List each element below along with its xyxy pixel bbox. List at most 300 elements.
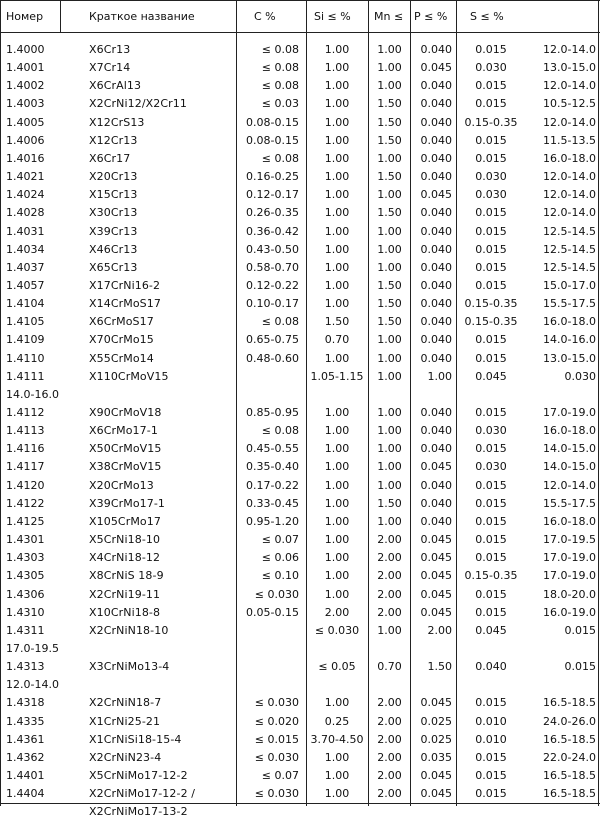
cell-name: X2CrNi12/X2Cr11 xyxy=(89,97,187,111)
cell-number: 1.4122 xyxy=(6,496,45,510)
cell-name: X2CrNiMo17-13-2 xyxy=(89,805,188,819)
cell-silicon: 1.00 xyxy=(324,351,350,365)
cell-carbon: ≤ 0.015 xyxy=(254,732,299,746)
table-row xyxy=(0,657,600,675)
cell-sulfur: 0.015 xyxy=(475,750,507,764)
cell-number: 1.4021 xyxy=(6,170,45,184)
cell-chromium: 12.0-14.0 xyxy=(543,115,596,129)
cell-silicon: 1.00 xyxy=(324,188,350,202)
cell-chromium: 17.0-19.0 xyxy=(543,551,596,565)
cell-carbon: 0.17-0.22 xyxy=(246,478,299,492)
cell-phosphorus: 0.040 xyxy=(420,43,452,56)
table-row xyxy=(0,548,600,566)
cell-name: X12Cr13 xyxy=(89,133,138,147)
cell-number: 1.4305 xyxy=(6,569,45,583)
cell-sulfur: 0.015 xyxy=(475,260,507,274)
table-row xyxy=(0,94,600,112)
cell-carbon: ≤ 0.08 xyxy=(261,424,299,438)
cell-sulfur: 0.010 xyxy=(475,732,507,746)
cell-sulfur: 0.15-0.35 xyxy=(464,297,518,311)
cell-name: X105CrMo17 xyxy=(89,514,161,528)
cell-manganese: 2.00 xyxy=(377,769,402,782)
cell-sulfur: 0.015 xyxy=(475,278,507,292)
cell-silicon: 1.00 xyxy=(324,533,350,547)
cell-sulfur: 0.015 xyxy=(475,333,507,347)
cell-number: 1.4109 xyxy=(6,333,45,347)
cell-sulfur: 0.015 xyxy=(475,787,507,801)
table-row xyxy=(0,367,600,385)
cell-number: 1.4111 xyxy=(6,369,45,383)
cell-number: 1.4362 xyxy=(6,750,45,764)
cell-silicon: 1.00 xyxy=(324,133,350,147)
table-row xyxy=(0,512,600,530)
cell-carbon: ≤ 0.06 xyxy=(261,551,299,565)
cell-chromium: 13.0-15.0 xyxy=(543,61,596,75)
cell-carbon: ≤ 0.03 xyxy=(261,97,299,111)
header-number: Номер xyxy=(6,10,44,23)
cell-chromium: 16.0-19.0 xyxy=(543,605,596,619)
cell-phosphorus: 0.040 xyxy=(420,151,452,165)
table-row xyxy=(0,784,600,802)
cell-silicon: ≤ 0.05 xyxy=(318,660,356,674)
cell-number: 17.0-19.5 xyxy=(6,641,59,655)
cell-name: X6Cr17 xyxy=(89,151,131,165)
cell-manganese: 2.00 xyxy=(377,551,402,565)
cell-name: X90CrMoV18 xyxy=(89,406,162,419)
cell-chromium: 0.030 xyxy=(564,369,596,383)
cell-name: X50CrMoV15 xyxy=(89,442,162,456)
cell-sulfur: 0.015 xyxy=(475,151,507,165)
cell-manganese: 1.50 xyxy=(377,496,402,510)
cell-chromium: 16.0-18.0 xyxy=(543,151,596,165)
cell-silicon: 1.00 xyxy=(324,569,350,583)
cell-sulfur: 0.015 xyxy=(475,478,507,492)
cell-name: X14CrMoS17 xyxy=(89,297,161,311)
cell-carbon: 0.26-0.35 xyxy=(246,206,299,220)
cell-phosphorus: 0.040 xyxy=(420,206,452,220)
cell-sulfur: 0.15-0.35 xyxy=(464,569,518,583)
cell-phosphorus: 0.040 xyxy=(420,297,452,311)
cell-number: 1.4024 xyxy=(6,188,45,202)
cell-phosphorus: 0.040 xyxy=(420,442,452,456)
table-row xyxy=(0,457,600,475)
cell-silicon: 2.00 xyxy=(324,605,350,619)
cell-name: X6CrMo17-1 xyxy=(89,424,158,438)
cell-manganese: 1.00 xyxy=(377,442,402,456)
table-row xyxy=(0,385,600,403)
cell-number: 1.4306 xyxy=(6,587,45,601)
cell-number: 1.4006 xyxy=(6,133,45,147)
cell-carbon: 0.12-0.17 xyxy=(246,188,299,202)
cell-number: 1.4117 xyxy=(6,460,45,474)
cell-chromium: 16.0-18.0 xyxy=(543,514,596,528)
cell-number: 1.4104 xyxy=(6,297,45,311)
cell-phosphorus: 0.040 xyxy=(420,424,452,438)
cell-number: 1.4318 xyxy=(6,696,45,710)
cell-number: 1.4301 xyxy=(6,533,45,547)
cell-phosphorus: 0.040 xyxy=(420,224,452,238)
cell-phosphorus: 0.040 xyxy=(420,170,452,184)
cell-chromium: 16.5-18.5 xyxy=(543,732,596,746)
cell-number: 1.4116 xyxy=(6,442,45,456)
cell-manganese: 2.00 xyxy=(377,569,402,583)
cell-silicon: 1.00 xyxy=(324,514,350,528)
header-short-name: Краткое название xyxy=(89,10,195,23)
table-row xyxy=(0,585,600,603)
cell-chromium: 12.5-14.5 xyxy=(543,242,596,256)
cell-manganese: 1.00 xyxy=(377,460,402,474)
cell-phosphorus: 0.040 xyxy=(420,278,452,292)
cell-carbon: ≤ 0.08 xyxy=(261,315,299,329)
cell-phosphorus: 0.040 xyxy=(420,260,452,274)
cell-phosphorus: 2.00 xyxy=(427,623,452,637)
cell-name: X20CrMo13 xyxy=(89,478,154,492)
cell-carbon: ≤ 0.07 xyxy=(261,533,299,547)
cell-sulfur: 0.015 xyxy=(475,351,507,365)
cell-number: 1.4303 xyxy=(6,551,45,565)
cell-carbon: ≤ 0.030 xyxy=(254,587,299,601)
cell-number: 1.4361 xyxy=(6,732,45,746)
cell-sulfur: 0.030 xyxy=(475,460,507,474)
cell-chromium: 12.0-14.0 xyxy=(543,170,596,184)
cell-chromium: 14.0-15.0 xyxy=(543,442,596,456)
cell-carbon: 0.65-0.75 xyxy=(246,333,299,347)
cell-silicon: 1.00 xyxy=(324,551,350,565)
cell-manganese: 1.00 xyxy=(377,61,402,75)
table-row xyxy=(0,113,600,131)
cell-name: X1CrNiSi18-15-4 xyxy=(89,732,182,746)
cell-number: 1.4120 xyxy=(6,478,45,492)
cell-number: 1.4028 xyxy=(6,206,45,220)
cell-sulfur: 0.015 xyxy=(475,406,507,419)
cell-silicon: 1.00 xyxy=(324,787,350,801)
cell-number: 1.4057 xyxy=(6,278,45,292)
cell-carbon: 0.12-0.22 xyxy=(246,278,299,292)
cell-carbon: 0.36-0.42 xyxy=(246,224,299,238)
cell-chromium: 17.0-19.5 xyxy=(543,533,596,547)
cell-name: X4CrNi18-12 xyxy=(89,551,161,565)
cell-manganese: 1.50 xyxy=(377,133,402,147)
table-row xyxy=(0,802,600,820)
cell-sulfur: 0.015 xyxy=(475,587,507,601)
cell-carbon: 0.16-0.25 xyxy=(246,170,299,184)
table-row xyxy=(0,167,600,185)
cell-number: 1.4113 xyxy=(6,424,45,438)
table-row xyxy=(0,149,600,167)
table-row xyxy=(0,330,600,348)
cell-phosphorus: 0.035 xyxy=(420,750,452,764)
cell-manganese: 1.50 xyxy=(377,206,402,220)
cell-chromium: 12.5-14.5 xyxy=(543,260,596,274)
cell-chromium: 11.5-13.5 xyxy=(543,133,596,147)
cell-manganese: 1.00 xyxy=(377,260,402,274)
cell-chromium: 15.5-17.5 xyxy=(543,496,596,510)
cell-phosphorus: 0.040 xyxy=(420,242,452,256)
cell-chromium: 14.0-15.0 xyxy=(543,460,596,474)
header-bottom-border xyxy=(0,32,600,33)
cell-name: X3CrNiMo13-4 xyxy=(89,660,170,674)
cell-chromium: 18.0-20.0 xyxy=(543,587,596,601)
cell-manganese: 1.00 xyxy=(377,623,402,637)
cell-chromium: 17.0-19.0 xyxy=(543,569,596,583)
cell-sulfur: 0.015 xyxy=(475,442,507,456)
cell-phosphorus: 0.025 xyxy=(420,732,452,746)
cell-carbon: ≤ 0.030 xyxy=(254,787,299,801)
cell-carbon: 0.08-0.15 xyxy=(246,115,299,129)
cell-silicon: 1.00 xyxy=(324,260,350,274)
cell-chromium: 12.0-14.0 xyxy=(543,188,596,202)
cell-manganese: 1.50 xyxy=(377,115,402,129)
cell-chromium: 0.015 xyxy=(564,660,596,674)
cell-phosphorus: 0.045 xyxy=(420,533,452,547)
cell-manganese: 1.00 xyxy=(377,224,402,238)
cell-manganese: 2.00 xyxy=(377,714,402,728)
cell-chromium: 12.0-14.0 xyxy=(543,478,596,492)
table-row xyxy=(0,222,600,240)
table-row xyxy=(0,40,600,58)
cell-name: X46Cr13 xyxy=(89,242,138,256)
cell-manganese: 1.50 xyxy=(377,170,402,184)
cell-silicon: ≤ 0.030 xyxy=(314,623,360,637)
cell-sulfur: 0.015 xyxy=(475,514,507,528)
cell-silicon: 1.00 xyxy=(324,115,350,129)
cell-manganese: 1.00 xyxy=(377,151,402,165)
cell-chromium: 17.0-19.0 xyxy=(543,406,596,419)
cell-phosphorus: 0.045 xyxy=(420,460,452,474)
cell-name: X6CrMoS17 xyxy=(89,315,154,329)
cell-silicon: 1.00 xyxy=(324,206,350,220)
table-top-border xyxy=(0,0,600,1)
cell-carbon: 0.10-0.17 xyxy=(246,297,299,311)
cell-name: X55CrMo14 xyxy=(89,351,154,365)
cell-manganese: 2.00 xyxy=(377,732,402,746)
header-phosphorus: P ≤ % xyxy=(414,10,448,23)
cell-number: 14.0-16.0 xyxy=(6,387,59,401)
cell-manganese: 1.50 xyxy=(377,315,402,329)
cell-manganese: 1.00 xyxy=(377,79,402,93)
cell-manganese: 1.50 xyxy=(377,297,402,311)
cell-silicon: 1.00 xyxy=(324,424,350,438)
cell-phosphorus: 1.00 xyxy=(427,369,452,383)
cell-phosphorus: 0.040 xyxy=(420,79,452,93)
table-row xyxy=(0,294,600,312)
cell-number: 1.4001 xyxy=(6,61,45,75)
cell-carbon: 0.85-0.95 xyxy=(246,406,299,419)
cell-number: 1.4404 xyxy=(6,787,45,801)
cell-manganese: 1.00 xyxy=(377,514,402,528)
column-divider xyxy=(60,0,61,32)
table-row xyxy=(0,530,600,548)
cell-silicon: 1.00 xyxy=(324,61,350,75)
cell-manganese: 2.00 xyxy=(377,533,402,547)
cell-carbon: ≤ 0.08 xyxy=(261,43,299,56)
cell-name: X2CrNiN18-7 xyxy=(89,696,162,710)
cell-phosphorus: 0.025 xyxy=(420,714,452,728)
cell-carbon: ≤ 0.08 xyxy=(261,61,299,75)
table-row xyxy=(0,439,600,457)
cell-number: 1.4125 xyxy=(6,514,45,528)
cell-sulfur: 0.015 xyxy=(475,79,507,93)
cell-silicon: 1.00 xyxy=(324,696,350,710)
cell-sulfur: 0.030 xyxy=(475,170,507,184)
cell-sulfur: 0.040 xyxy=(475,660,507,674)
cell-carbon: ≤ 0.030 xyxy=(254,750,299,764)
cell-phosphorus: 0.040 xyxy=(420,406,452,419)
cell-manganese: 1.00 xyxy=(377,333,402,347)
cell-name: X2CrNi19-11 xyxy=(89,587,161,601)
cell-silicon: 1.00 xyxy=(324,478,350,492)
cell-manganese: 1.00 xyxy=(377,424,402,438)
cell-number: 1.4110 xyxy=(6,351,45,365)
cell-number: 1.4037 xyxy=(6,260,45,274)
cell-sulfur: 0.030 xyxy=(475,61,507,75)
cell-sulfur: 0.15-0.35 xyxy=(464,315,518,329)
cell-manganese: 1.00 xyxy=(377,242,402,256)
cell-sulfur: 0.015 xyxy=(475,43,507,56)
cell-name: X6Cr13 xyxy=(89,43,131,56)
cell-number: 1.4310 xyxy=(6,605,45,619)
header-silicon: Si ≤ % xyxy=(314,10,351,23)
cell-chromium: 10.5-12.5 xyxy=(543,97,596,111)
cell-chromium: 16.5-18.5 xyxy=(543,787,596,801)
cell-chromium: 16.5-18.5 xyxy=(543,769,596,782)
table-row xyxy=(0,693,600,711)
cell-carbon: ≤ 0.08 xyxy=(261,79,299,93)
cell-number: 1.4002 xyxy=(6,79,45,93)
cell-manganese: 1.50 xyxy=(377,278,402,292)
cell-carbon: ≤ 0.07 xyxy=(261,769,299,782)
table-row xyxy=(0,621,600,639)
cell-carbon: ≤ 0.030 xyxy=(254,696,299,710)
cell-chromium: 16.5-18.5 xyxy=(543,696,596,710)
cell-chromium: 15.0-17.0 xyxy=(543,278,596,292)
cell-chromium: 12.5-14.5 xyxy=(543,224,596,238)
cell-phosphorus: 0.045 xyxy=(420,188,452,202)
cell-name: X8CrNiS 18-9 xyxy=(89,569,164,583)
table-row xyxy=(0,276,600,294)
cell-silicon: 1.00 xyxy=(324,43,350,56)
cell-number: 1.4311 xyxy=(6,623,45,637)
table-row xyxy=(0,730,600,748)
cell-silicon: 1.00 xyxy=(324,97,350,111)
table-row xyxy=(0,203,600,221)
cell-name: X7Cr14 xyxy=(89,61,131,75)
cell-name: X12CrS13 xyxy=(89,115,145,129)
cell-sulfur: 0.010 xyxy=(475,714,507,728)
table-row xyxy=(0,603,600,621)
table-row xyxy=(0,76,600,94)
cell-chromium: 13.0-15.0 xyxy=(543,351,596,365)
cell-silicon: 1.00 xyxy=(324,769,350,782)
table-row xyxy=(0,258,600,276)
cell-name: X39Cr13 xyxy=(89,224,138,238)
cell-sulfur: 0.015 xyxy=(475,551,507,565)
cell-name: X20Cr13 xyxy=(89,170,138,184)
cell-sulfur: 0.045 xyxy=(475,369,507,383)
cell-name: X17CrNi16-2 xyxy=(89,278,161,292)
cell-manganese: 1.00 xyxy=(377,369,402,383)
cell-number: 1.4112 xyxy=(6,406,45,419)
cell-silicon: 1.00 xyxy=(324,406,350,419)
cell-chromium: 22.0-24.0 xyxy=(543,750,596,764)
cell-number: 12.0-14.0 xyxy=(6,678,59,692)
cell-name: X2CrNiN18-10 xyxy=(89,623,169,637)
cell-phosphorus: 0.045 xyxy=(420,787,452,801)
cell-carbon: 0.08-0.15 xyxy=(246,133,299,147)
cell-phosphorus: 0.045 xyxy=(420,696,452,710)
cell-manganese: 1.00 xyxy=(377,406,402,419)
cell-number: 1.4003 xyxy=(6,97,45,111)
cell-manganese: 0.70 xyxy=(377,660,402,674)
cell-silicon: 1.50 xyxy=(324,315,350,329)
cell-manganese: 2.00 xyxy=(377,787,402,801)
cell-phosphorus: 0.040 xyxy=(420,315,452,329)
cell-carbon: 0.43-0.50 xyxy=(246,242,299,256)
cell-number: 1.4000 xyxy=(6,43,45,56)
cell-carbon: 0.05-0.15 xyxy=(246,605,299,619)
cell-carbon: 0.95-1.20 xyxy=(246,514,299,528)
cell-chromium: 12.0-14.0 xyxy=(543,43,596,56)
cell-silicon: 1.00 xyxy=(324,278,350,292)
cell-sulfur: 0.015 xyxy=(475,97,507,111)
cell-sulfur: 0.030 xyxy=(475,188,507,202)
cell-number: 1.4031 xyxy=(6,224,45,238)
cell-carbon: ≤ 0.08 xyxy=(261,151,299,165)
table-row xyxy=(0,639,600,657)
cell-silicon: 1.00 xyxy=(324,224,350,238)
cell-chromium: 16.0-18.0 xyxy=(543,424,596,438)
cell-name: X38CrMoV15 xyxy=(89,460,162,474)
cell-manganese: 2.00 xyxy=(377,587,402,601)
cell-silicon: 1.00 xyxy=(324,587,350,601)
table-row xyxy=(0,185,600,203)
cell-chromium: 12.0-14.0 xyxy=(543,79,596,93)
cell-phosphorus: 1.50 xyxy=(427,660,452,674)
cell-silicon: 3.70-4.50 xyxy=(310,732,364,746)
table-row xyxy=(0,476,600,494)
cell-number: 1.4401 xyxy=(6,769,45,782)
cell-manganese: 2.00 xyxy=(377,750,402,764)
header-carbon: C % xyxy=(254,10,276,23)
cell-silicon: 0.25 xyxy=(324,714,350,728)
cell-phosphorus: 0.040 xyxy=(420,478,452,492)
cell-name: X2CrNiN23-4 xyxy=(89,750,162,764)
cell-carbon: 0.48-0.60 xyxy=(246,351,299,365)
table-row xyxy=(0,349,600,367)
header-manganese: Mn ≤ xyxy=(374,10,404,23)
cell-name: X15Cr13 xyxy=(89,188,138,202)
cell-sulfur: 0.015 xyxy=(475,242,507,256)
cell-name: X5CrNi18-10 xyxy=(89,533,161,547)
cell-name: X70CrMo15 xyxy=(89,333,154,347)
cell-name: X6CrAl13 xyxy=(89,79,142,93)
cell-silicon: 1.00 xyxy=(324,170,350,184)
cell-carbon: 0.58-0.70 xyxy=(246,260,299,274)
cell-phosphorus: 0.045 xyxy=(420,587,452,601)
cell-sulfur: 0.015 xyxy=(475,496,507,510)
cell-silicon: 1.00 xyxy=(324,297,350,311)
cell-silicon: 1.00 xyxy=(324,79,350,93)
cell-phosphorus: 0.045 xyxy=(420,61,452,75)
cell-phosphorus: 0.040 xyxy=(420,351,452,365)
cell-silicon: 1.00 xyxy=(324,496,350,510)
cell-name: X65Cr13 xyxy=(89,260,138,274)
cell-phosphorus: 0.045 xyxy=(420,605,452,619)
cell-manganese: 2.00 xyxy=(377,696,402,710)
cell-silicon: 1.00 xyxy=(324,442,350,456)
cell-phosphorus: 0.040 xyxy=(420,333,452,347)
cell-sulfur: 0.030 xyxy=(475,424,507,438)
